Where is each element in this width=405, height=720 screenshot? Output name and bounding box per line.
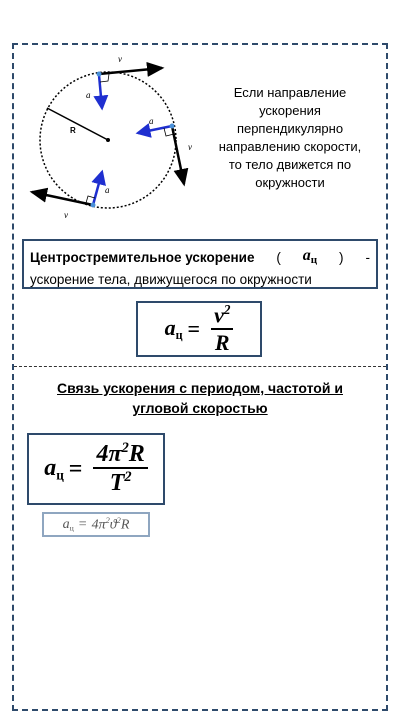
f1-equals: =	[187, 316, 201, 341]
point-top	[97, 72, 102, 77]
f2-numerator	[93, 441, 147, 469]
f3-lhs	[63, 517, 74, 533]
f3-lhs-letter: a	[62, 516, 70, 532]
f2-lhs-letter: a	[44, 454, 57, 481]
definition-dash: -	[365, 250, 370, 265]
section-title: Связь ускорения с периодом, частотой и угловой скоростью	[57, 380, 343, 416]
definition-term: Центростремительное ускорение	[30, 250, 255, 265]
velocity-arrow-right	[172, 126, 184, 184]
definition-symbol-sub: ц	[310, 254, 318, 266]
f3-rhs-a: 4π	[91, 517, 106, 533]
definition-rest: ускорение тела, движущегося по окружности	[30, 272, 312, 287]
velocity-label-top: v	[118, 54, 122, 64]
radius-label: R	[70, 126, 76, 135]
definition-symbol	[303, 246, 317, 270]
f1-lhs-letter: a	[164, 314, 176, 340]
formula-centripetal	[136, 301, 262, 357]
f2-num-b: R	[128, 440, 145, 467]
f1-lhs-sub: ц	[175, 328, 183, 343]
definition-box	[22, 239, 378, 289]
radius-line	[47, 108, 108, 140]
point-bottom	[91, 203, 96, 208]
definition-line	[30, 246, 370, 270]
accel-arrow-bottom	[93, 172, 102, 205]
accel-label-bottom: a	[105, 185, 110, 195]
f2-fraction	[93, 441, 147, 498]
f2-lhs-sub: ц	[56, 467, 64, 483]
f1-num-v: v	[214, 302, 224, 328]
f1-lhs	[165, 315, 183, 343]
definition-symbol-letter: a	[302, 247, 311, 264]
f1-num-exp: 2	[223, 302, 231, 318]
f1-numerator	[211, 303, 233, 330]
accel-arrow-top	[99, 75, 102, 108]
circular-motion-diagram	[22, 50, 222, 230]
definition-close-paren: )	[339, 250, 344, 265]
f3-rhs-b: ϑ	[109, 517, 117, 533]
side-explanation: Если направление ускорения перпендикулярно направлению скорости, то тело движется по окружности	[218, 85, 362, 190]
f3-equals: =	[78, 516, 87, 532]
formula-frequency	[42, 512, 150, 537]
f3-lhs-sub: ц	[69, 523, 74, 533]
point-right	[170, 124, 175, 129]
f3-rhs	[92, 516, 130, 534]
f2-den-exp: 2	[124, 468, 132, 485]
accel-label-right: a	[149, 116, 154, 126]
f1-denominator: R	[214, 329, 230, 355]
right-angle-top	[100, 74, 109, 82]
f2-num-exp: 2	[121, 439, 129, 456]
f3-exp1: 2	[105, 515, 110, 525]
section-divider	[14, 366, 386, 367]
f3-rhs-c: R	[120, 517, 130, 533]
definition-open-paren: (	[276, 250, 281, 265]
f2-den-t: T	[109, 469, 125, 496]
velocity-arrow-bottom	[32, 192, 93, 205]
accel-arrow-right	[138, 126, 172, 133]
f2-num-a: 4π	[96, 440, 122, 467]
accel-label-top: a	[86, 90, 91, 100]
velocity-label-bottom: v	[64, 210, 68, 220]
f1-fraction	[211, 303, 233, 355]
f2-denominator	[110, 469, 132, 498]
f3-exp2: 2	[116, 515, 121, 525]
f2-equals: =	[68, 455, 83, 482]
f2-lhs	[44, 455, 64, 484]
velocity-arrow-top	[99, 68, 162, 74]
center-dot	[106, 138, 110, 142]
formula-period	[27, 433, 165, 505]
velocity-label-right: v	[188, 142, 192, 152]
